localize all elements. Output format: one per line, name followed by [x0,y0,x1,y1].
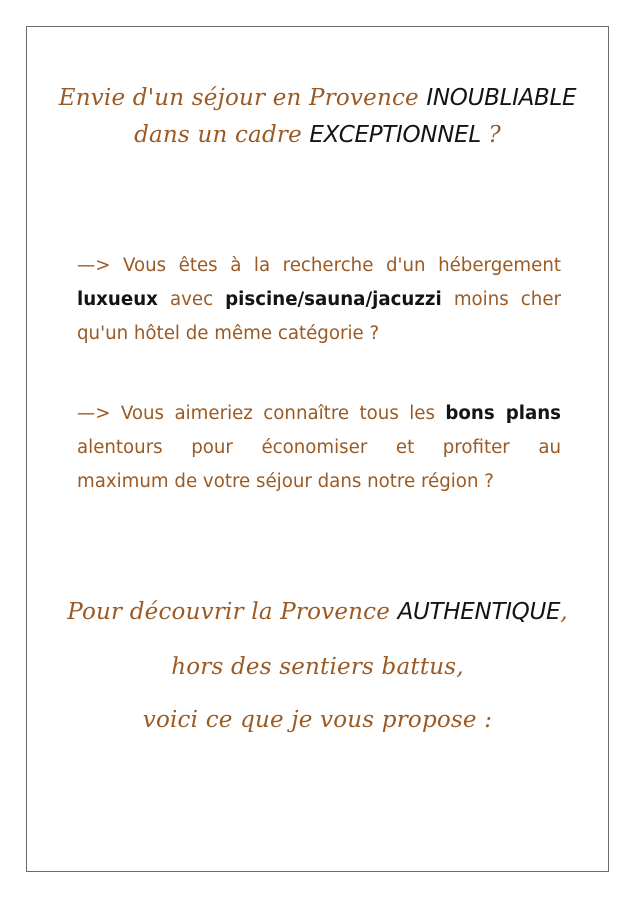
heading-line-2 [27,122,608,148]
heading-emphasis-exceptionnel: EXCEPTIONNEL [309,122,481,148]
paragraph-line [77,283,561,317]
closing-comma: , [560,599,568,625]
closing-line-1 [27,599,608,625]
paragraph-line [77,397,561,431]
paragraph-line: alentours pour économiser et profiter au [77,437,561,458]
closing-text: Pour découvrir la Provence [67,599,398,625]
paragraph-text: —> Vous aimeriez connaître tous les [77,403,446,424]
heading-text: Envie d'un séjour en Provence [58,85,427,111]
bold-piscine-sauna-jacuzzi: piscine/sauna/jacuzzi [225,289,442,310]
closing-line-2: hors des sentiers battus, [171,654,464,680]
paragraph-line: maximum de votre séjour dans notre région ? [77,471,494,492]
closing-line-3: voici ce que je vous propose : [142,707,493,733]
heading-text: dans un cadre [134,122,310,148]
bold-luxueux: luxueux [77,289,158,310]
heading-question-mark: ? [480,122,501,148]
paragraph-line: qu'un hôtel de même catégorie ? [77,323,380,344]
paragraph-bons-plans [77,397,561,499]
paragraph-text: avec [157,289,226,310]
closing-emphasis-authentique: AUTHENTIQUE [397,599,561,625]
paragraph-line: —> Vous êtes à la recherche d'un hébergement [77,255,561,276]
paragraph-text: moins cher [441,289,561,310]
bold-bons-plans: bons plans [445,403,561,424]
heading-line-1 [27,85,608,111]
paragraph-hebergement [77,249,561,351]
heading-emphasis-inoubliable: INOUBLIABLE [426,85,577,111]
document-page [26,26,609,872]
